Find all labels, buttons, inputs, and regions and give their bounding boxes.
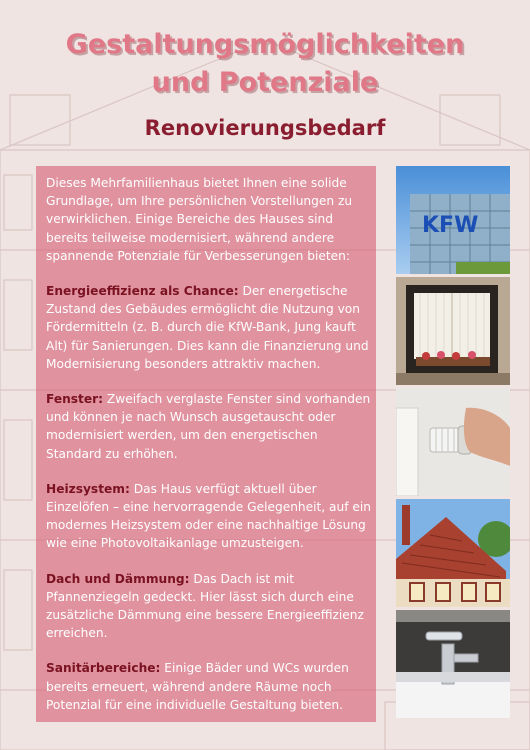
section-heizsystem xyxy=(46,480,372,553)
kfw-building-photo xyxy=(396,166,510,274)
section-sanitaer xyxy=(46,659,372,714)
page-subtitle: Renovierungsbedarf xyxy=(144,116,386,140)
photo-column xyxy=(396,166,510,721)
section-text: Das Haus verfügt aktuell über Einzelöfen – eine hervorragende Gelegenheit, auf ein modernes Heizsystem oder eine nachhaltige Lösung wie eine Photovoltaikanlage umzusteigen. xyxy=(46,481,372,551)
intro-paragraph: Dieses Mehrfamilienhaus bietet Ihnen eine solide Grundlage, um Ihre persönlichen Vorstellungen zu verwirklichen. Einige Bereiche des Hauses sind bereits teilweise modernisiert, während andere spannende Potenziale für Verbesserungen bieten: xyxy=(46,176,353,263)
page-title xyxy=(0,26,530,102)
section-text: Das Dach ist mit Pfannenziegeln gedeckt. Hier lässt sich durch eine zusätzliche Dämmung eine bessere Energieeffizienz erreichen. xyxy=(46,571,364,641)
section-text: Einige Bäder und WCs wurden bereits erneuert, während andere Räume noch Potenzial für eine individuelle Gestaltung bieten. xyxy=(46,661,349,712)
section-fenster xyxy=(46,390,372,463)
text-content xyxy=(46,174,372,731)
section-text: Der energetische Zustand des Gebäudes ermöglicht die Nutzung von Fördermitteln (z. B. durch die KfW-Bank, Jung kauft Alt) für Sanierungen. Dies kann die Finanzierung und Modernisierung besonders attraktiv machen. xyxy=(46,284,369,371)
window-photo xyxy=(396,277,510,385)
roof-photo xyxy=(396,499,510,607)
section-dach xyxy=(46,570,372,643)
title-line-2: und Potenziale xyxy=(151,67,379,98)
section-text: Zweifach verglaste Fenster sind vorhanden und können je nach Wunsch ausgetauscht oder modernisiert werden, um den energetischen Standard zu erhöhen. xyxy=(46,392,371,461)
kfw-sign-text: KFW xyxy=(422,213,479,238)
section-heading: Dach und Dämmung: xyxy=(46,571,190,586)
section-heading: Fenster: xyxy=(46,392,104,407)
section-energieeffizienz xyxy=(46,282,372,373)
section-heading: Heizsystem: xyxy=(46,481,130,496)
thermostat-photo xyxy=(396,388,510,496)
faucet-photo xyxy=(396,610,510,718)
section-heading: Energieeffizienz als Chance: xyxy=(46,284,239,299)
title-line-1: Gestaltungsmöglichkeiten xyxy=(65,29,465,60)
section-heading: Sanitärbereiche: xyxy=(46,661,161,676)
